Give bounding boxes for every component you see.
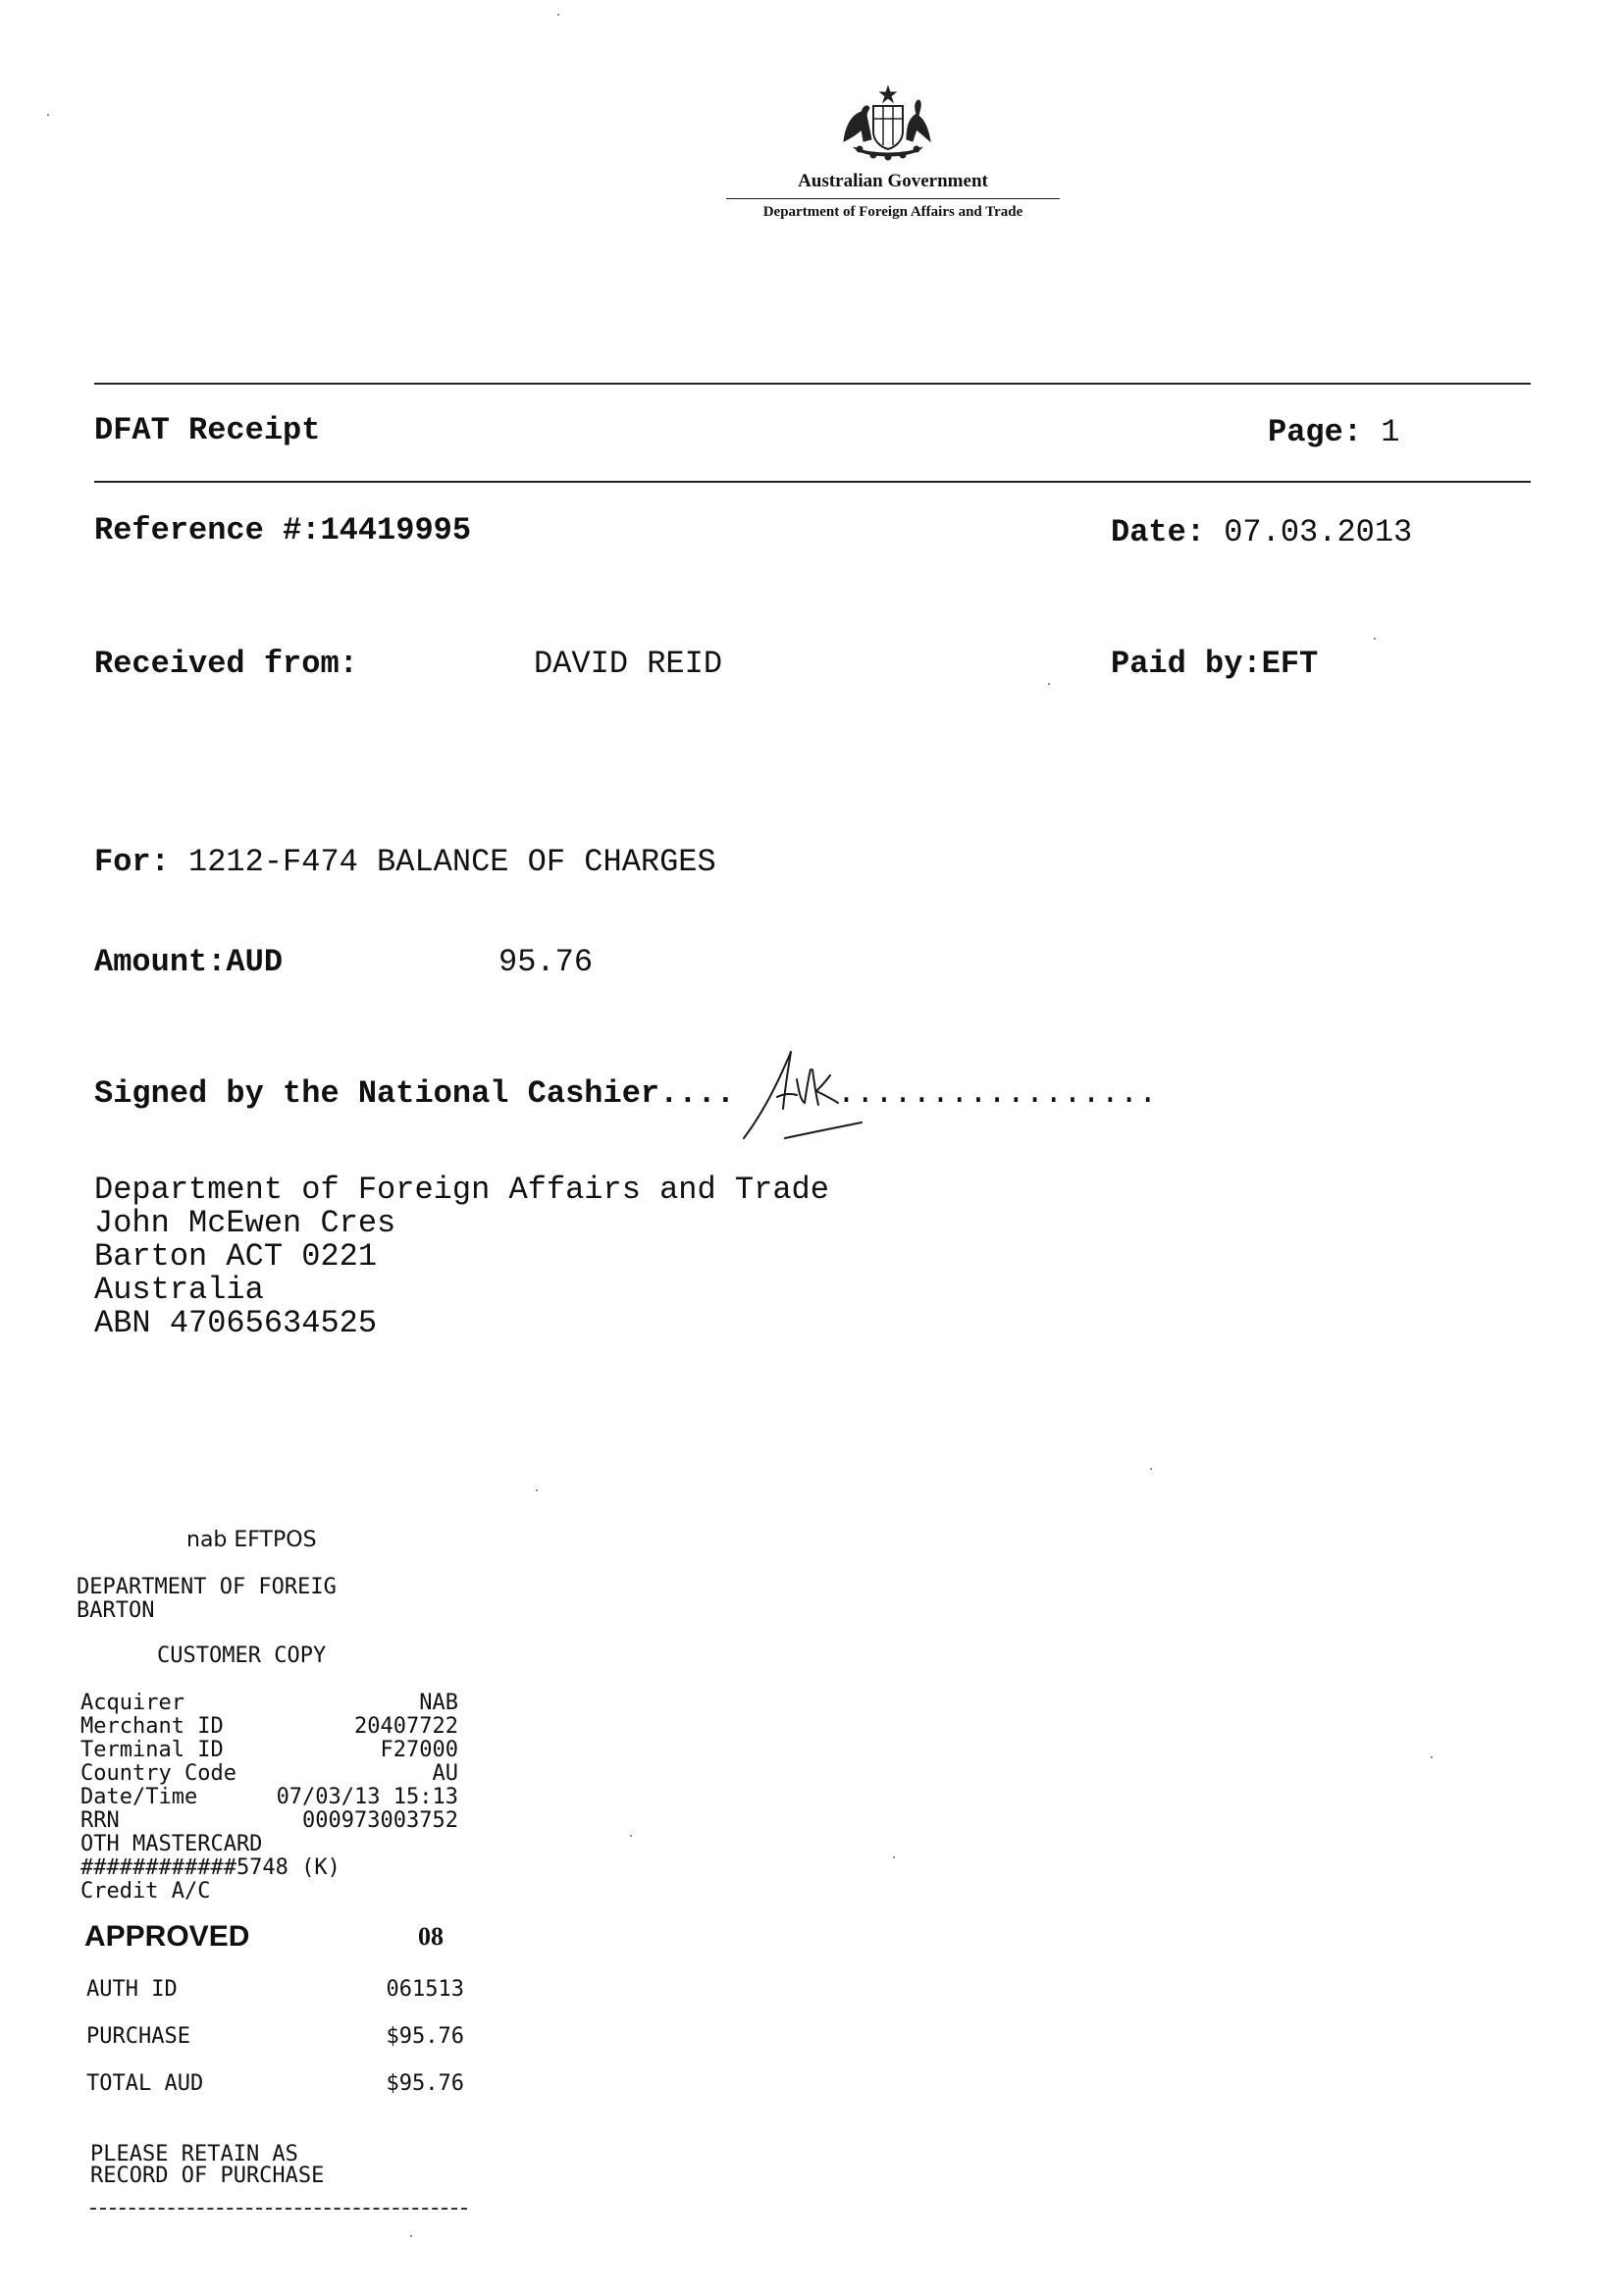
slip-value: 20407722: [354, 1714, 458, 1739]
receipt-title: DFAT Receipt: [94, 412, 321, 448]
auth-value: 061513: [386, 1977, 464, 2002]
for-value: 1212-F474 BALANCE OF CHARGES: [188, 844, 716, 880]
page-label: Page:: [1268, 414, 1363, 450]
signature-line: [94, 1075, 1157, 1112]
date-label: Date:: [1111, 514, 1206, 550]
coat-of-arms-icon: [834, 84, 942, 163]
header-bottom-rule: [94, 481, 1531, 483]
scan-speck: [1150, 1468, 1152, 1470]
total-row: [86, 2072, 464, 2096]
for-label: For:: [94, 844, 170, 880]
slip-label: Date/Time: [80, 1785, 198, 1809]
slip-label: RRN: [80, 1808, 120, 1833]
date-value: 07.03.2013: [1224, 514, 1413, 550]
received-from-value: DAVID REID: [534, 646, 723, 682]
slip-row: [80, 1786, 458, 1809]
retain-line-2: RECORD OF PURCHASE: [90, 2164, 325, 2188]
approved-status: APPROVED: [84, 1920, 250, 1953]
received-from-label: Received from:: [94, 646, 358, 682]
slip-tear-line: [90, 2208, 467, 2210]
slip-row: [80, 1715, 458, 1739]
amount-value: 95.76: [498, 944, 594, 980]
card-number: ############5748 (K): [80, 1855, 340, 1880]
slip-row: [80, 1739, 458, 1762]
slip-value: NAB: [419, 1691, 458, 1715]
slip-label: Acquirer: [80, 1691, 184, 1715]
address-line-1: Department of Foreign Affairs and Trade: [94, 1172, 829, 1208]
amount-label: Amount:AUD: [94, 944, 284, 980]
merchant-location: BARTON: [77, 1598, 155, 1623]
slip-label: Terminal ID: [80, 1738, 224, 1762]
copy-label: CUSTOMER COPY: [157, 1644, 327, 1668]
paid-by-label: Paid by:: [1111, 646, 1262, 682]
paid-by-line: [1111, 646, 1318, 682]
slip-value: AU: [432, 1761, 458, 1786]
slip-value: 000973003752: [302, 1808, 458, 1833]
slip-label: Merchant ID: [80, 1714, 224, 1739]
header-top-rule: [94, 383, 1531, 385]
page-number: 1: [1381, 414, 1400, 450]
reference-value: 14419995: [320, 512, 472, 548]
slip-value: F27000: [380, 1738, 458, 1762]
purchase-row: [86, 2025, 464, 2049]
paid-by-value: EFT: [1261, 646, 1319, 682]
purchase-value: $95.76: [386, 2024, 464, 2049]
signed-label: Signed by the National Cashier....: [94, 1075, 735, 1112]
page-indicator: [1268, 414, 1399, 450]
department-title: Department of Foreign Affairs and Trade: [762, 204, 1023, 220]
address-line-4: Australia: [94, 1272, 264, 1308]
card-type: OTH MASTERCARD: [80, 1832, 263, 1856]
auth-row: [86, 1978, 464, 2002]
total-label: TOTAL AUD: [86, 2071, 204, 2096]
scan-speck: [1374, 638, 1376, 640]
slip-row: [80, 1762, 458, 1786]
reference-label: Reference #:: [94, 512, 321, 548]
signature-dots: .................: [836, 1075, 1158, 1112]
address-line-3: Barton ACT 0221: [94, 1238, 378, 1275]
address-line-5: ABN 47065634525: [94, 1305, 378, 1341]
approved-code: 08: [418, 1922, 444, 1951]
for-line: [94, 844, 716, 880]
scan-speck: [536, 1489, 538, 1491]
total-value: $95.76: [386, 2071, 464, 2096]
scan-speck: [1048, 683, 1050, 685]
cashier-signature: [734, 1040, 871, 1148]
scan-speck: [1431, 1756, 1433, 1758]
account-type: Credit A/C: [80, 1879, 211, 1904]
merchant-name: DEPARTMENT OF FOREIG: [77, 1575, 337, 1599]
government-title: Australian Government: [798, 171, 988, 191]
auth-label: AUTH ID: [86, 1977, 178, 2002]
scan-speck: [630, 1835, 632, 1837]
scan-speck: [557, 14, 559, 16]
scan-speck: [47, 114, 49, 116]
eftpos-header: nab EFTPOS: [186, 1528, 317, 1552]
scan-speck: [410, 2235, 412, 2237]
scan-speck: [893, 1856, 895, 1858]
slip-row: [80, 1809, 458, 1833]
address-line-2: John McEwen Cres: [94, 1205, 396, 1241]
slip-row: [80, 1692, 458, 1715]
slip-label: Country Code: [80, 1761, 236, 1786]
reference-line: [94, 512, 471, 548]
retain-line-1: PLEASE RETAIN AS: [90, 2142, 298, 2166]
department-address: [94, 1174, 829, 1340]
date-line: [1111, 514, 1412, 550]
slip-value: 07/03/13 15:13: [276, 1785, 458, 1809]
purchase-label: PURCHASE: [86, 2024, 190, 2049]
letterhead-divider: [726, 198, 1060, 199]
